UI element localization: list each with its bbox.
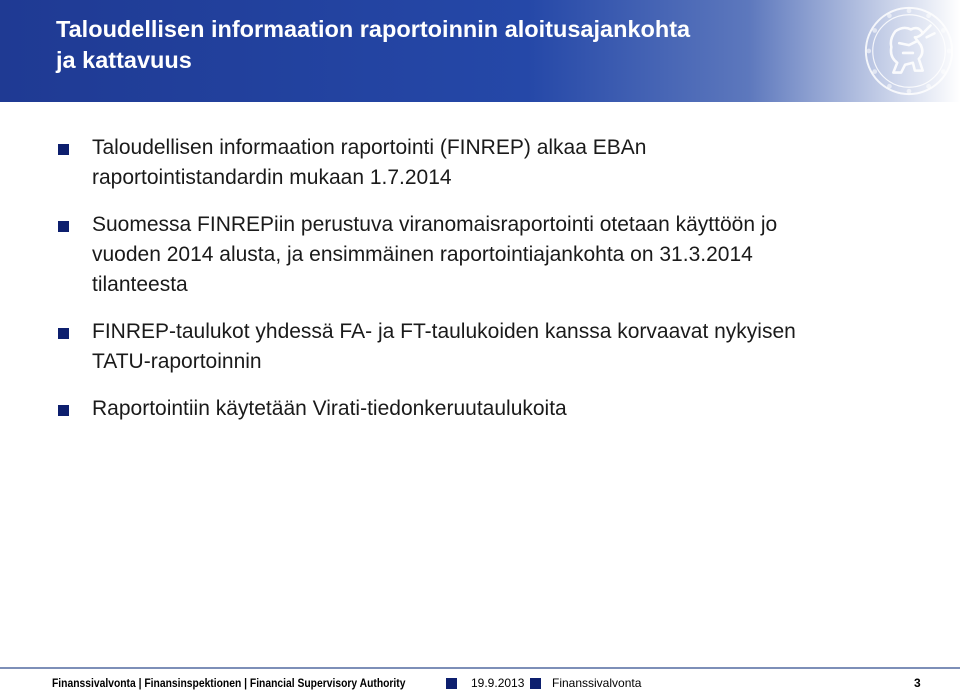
bullet-item [56,210,936,300]
bullet-square-icon [58,328,69,339]
bullet-list [56,133,936,441]
bullet-text-line: Taloudellisen informaation raportointi (FINREP) alkaa EBAn [92,136,647,159]
footer-square-icon [530,678,541,689]
bullet-square-icon [58,221,69,232]
bullet-square-icon [58,405,69,416]
bullet-square-icon [58,144,69,155]
bullet-text-line: tilanteesta [92,273,188,296]
footer-name: Finanssivalvonta [552,676,642,690]
bullet-text-line: TATU-raportoinnin [92,350,262,373]
slide-title [56,14,816,76]
footer-divider [0,667,960,669]
bullet-item [56,394,936,424]
title-line: Taloudellisen informaation raportoinnin aloitusajankohta [56,16,691,42]
bullet-item [56,133,936,193]
bullet-text-line: raportointistandardin mukaan 1.7.2014 [92,166,452,189]
bullet-text-line: FINREP-taulukot yhdessä FA- ja FT-taulukoiden kanssa korvaavat nykyisen [92,320,796,343]
header-bar [0,0,960,102]
footer-date: 19.9.2013 [471,676,525,690]
footer-organization: Finanssivalvonta | Finansinspektionen | Financial Supervisory Authority [52,676,406,690]
bullet-text-line: Raportointiin käytetään Virati-tiedonkeruutaulukoita [92,397,567,420]
bullet-text-line: Suomessa FINREPiin perustuva viranomaisraportointi otetaan käyttöön jo [92,213,778,236]
bullet-item [56,317,936,377]
footer-square-icon [446,678,457,689]
footer [0,667,960,699]
title-line: ja kattavuus [56,47,192,73]
page-number: 3 [914,676,921,690]
bullet-text-line: vuoden 2014 alusta, ja ensimmäinen raportointiajankohta on 31.3.2014 [92,243,753,266]
lion-coat-of-arms-icon [860,2,958,100]
